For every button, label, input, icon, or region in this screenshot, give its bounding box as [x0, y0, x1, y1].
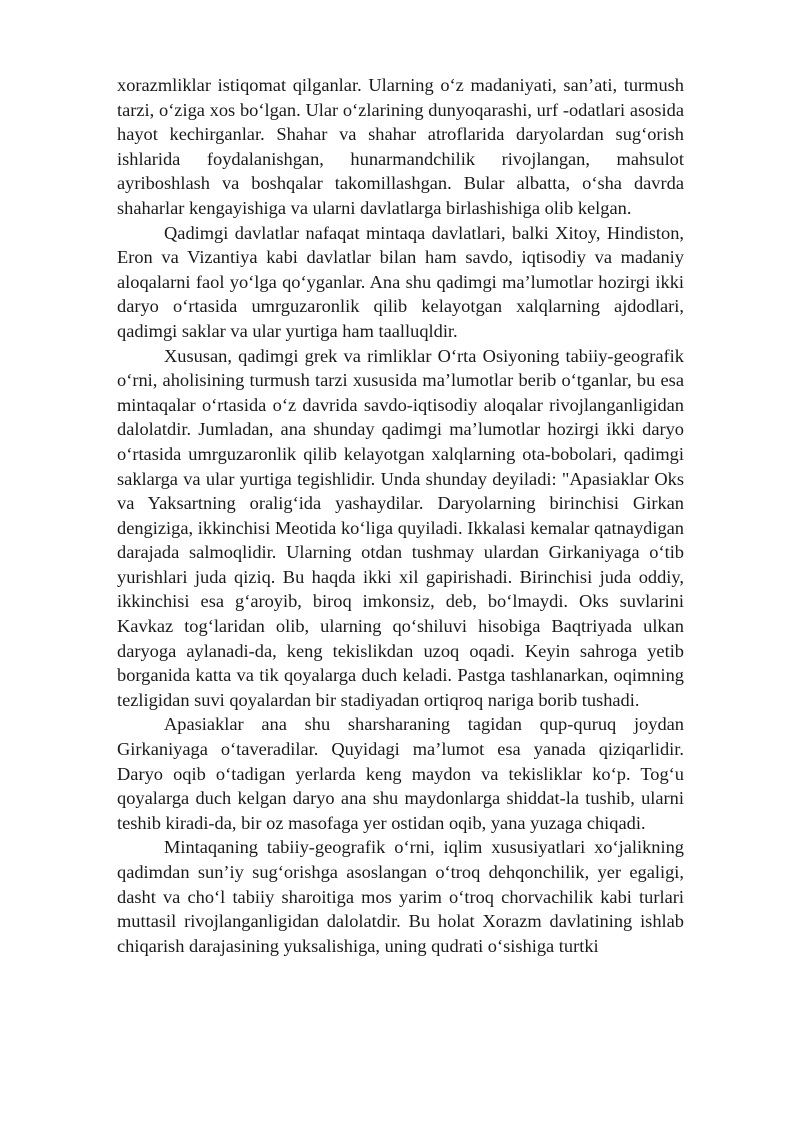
paragraph-5: Mintaqaning tabiiy-geografik o‘rni, iqlim xususiyatlari xo‘jalikning qadimdan sun’iy sug‘orishga asoslangan o‘troq dehqonchilik, yer egaligi, dasht va cho‘l tabiiy sharoitiga mos yarim o‘troq chorvachilik kabi turlari muttasil rivojlanganligidan dalolatdir. Bu holat Xorazm davlatining ishlab chiqarish darajasining yuksalishiga, uning qudrati o‘sishiga turtki [117, 837, 684, 956]
paragraph-2: Qadimgi davlatlar nafaqat mintaqa davlatlari, balki Xitoy, Hindiston, Eron va Vizantiya kabi davlatlar bilan ham savdo, iqtisodiy va madaniy aloqalarni faol yo‘lga qo‘yganlar. Ana shu qadimgi ma’lumotlar hozirgi ikki daryo o‘rtasida umrguzaronlik qilib kelayotgan xalqlarning ajdodlari, qadimgi saklar va ular yurtiga ham taalluqldir. [117, 222, 684, 341]
document-page [117, 73, 684, 958]
paragraph-1: xorazmliklar istiqomat qilganlar. Ularning o‘z madaniyati, san’ati, turmush tarzi, o‘ziga xos bo‘lgan. Ular o‘zlarining dunyoqarashi, urf -odatlari asosida hayot kechirganlar. Shahar va shahar atroflarida daryolardan sug‘orish ishlarida foydalanishgan, hunarmandchilik rivojlangan, mahsulot ayriboshlash va boshqalar takomillashgan. Bular albatta, o‘sha davrda shaharlar kengayishiga va ularni davlatlarga birlashishiga olib kelgan. [117, 75, 684, 218]
paragraph-4: Apasiaklar ana shu sharsharaning tagidan qup-quruq joydan Girkaniyaga o‘taveradilar. Quyidagi ma’lumot esa yanada qiziqarlidir. Daryo oqib o‘tadigan yerlarda keng maydon va tekisliklar ko‘p. Tog‘u qoyalarga duch kelgan daryo ana shu maydonlarga shiddat-la tushib, ularni teshib kiradi-da, bir oz masofaga yer ostidan oqib, yana yuzaga chiqadi. [117, 714, 684, 833]
paragraph-3: Xususan, qadimgi grek va rimliklar O‘rta Osiyoning tabiiy-geografik o‘rni, aholisining turmush tarzi xususida ma’lumotlar berib o‘tganlar, bu esa mintaqalar o‘rtasida o‘z davrida savdo-iqtisodiy aloqalar rivojlanganligidan dalolatdir. Jumladan, ana shunday qadimgi ma’lumotlar hozirgi ikki daryo o‘rtasida umrguzaronlik qilib kelayotgan xalqlarning ota-bobolari, qadimgi saklarga va ular yurtiga tegishlidir. Unda shunday deyiladi: "Apasiaklar Oks va Yaksartning oralig‘ida yashaydilar. Daryolarning birinchisi Girkan dengiziga, ikkinchisi Meotida ko‘liga quyiladi. Ikkalasi kemalar qatnaydigan darajada salmoqlidir. Ularning otdan tushmay ulardan Girkaniyaga o‘tib yurishlari juda qiziq. Bu haqda ikki xil gapirishadi. Birinchisi juda oddiy, ikkinchisi esa g‘aroyib, biroq imkonsiz, deb, bo‘lmaydi. Oks suvlarini Kavkaz tog‘laridan olib, ularning qo‘shiluvi hisobiga Baqtriyada ulkan daryoga aylanadi-da, keng tekislikdan uzoq oqadi. Keyin sahroga yetib borganida katta va tik qoyalarga duch keladi. Pastga tashlanarkan, oqimning tezligidan suvi qoyalardan bir stadiyadan ortiqroq nariga borib tushadi. [117, 345, 684, 710]
